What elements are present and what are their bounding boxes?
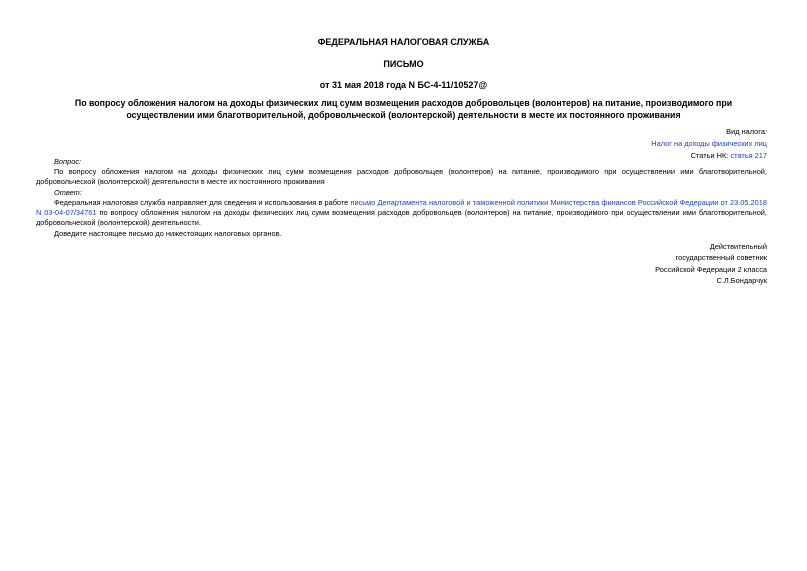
question-text: По вопросу обложения налогом на доходы физических лиц сумм возмещения расходов добровольцев (волонтеров) на питание, производимого при осуществлении ими благотворительной, добровольческой (волонтерской) деятельности в месте их постоянного проживания bbox=[36, 167, 767, 187]
organization-heading: ФЕДЕРАЛЬНАЯ НАЛОГОВАЯ СЛУЖБА bbox=[317, 37, 490, 47]
document-type-heading: ПИСЬМО bbox=[383, 59, 424, 69]
answer-text-after: по вопросу обложения налогом на доходы физических лиц сумм возмещения расходов добровольцев (волонтеров) на питание, производимого при осуществлении ими благотворительной, добровольческой (волонтерской) деятельности. bbox=[36, 208, 767, 228]
tax-type-link[interactable]: Налог на доходы физических лиц bbox=[651, 138, 767, 148]
document-date-number: от 31 мая 2018 года N БС-4-11/10527@ bbox=[319, 80, 488, 90]
tax-type-label: Вид налога: bbox=[726, 127, 767, 136]
answer-closing: Доведите настоящее письмо до нижестоящих налоговых органов. bbox=[54, 228, 282, 238]
question-label: Вопрос: bbox=[54, 157, 82, 166]
signature-line-1: Действительный bbox=[709, 242, 767, 251]
document-body bbox=[36, 157, 767, 239]
signature-line-2: государственный советник bbox=[675, 253, 767, 263]
document-title: По вопросу обложения налогом на доходы физических лиц сумм возмещения расходов добровольцев (волонтеров) на питание, производимого при осуществлении ими благотворительной, добровольческой (волонтерской) деятельности в месте их постоянного проживания bbox=[74, 98, 733, 120]
signature-line-3: Российской Федерации 2 класса bbox=[655, 264, 767, 274]
answer-paragraph bbox=[36, 198, 767, 229]
tax-article-link[interactable]: статья 217 bbox=[730, 150, 767, 160]
answer-label: Ответ: bbox=[54, 187, 82, 197]
signatory-name: С.Л.Бондарчук bbox=[716, 276, 767, 286]
ministry-letter-link[interactable]: письмо Департамента налоговой и таможенной политики Министерства финансов Российской Федерации от 23.05.2018 N 03-04-07/34761 bbox=[36, 197, 767, 218]
signature-block bbox=[655, 241, 767, 287]
answer-text-before: Федеральная налоговая служба направляет для сведения и использования в работе bbox=[54, 197, 351, 207]
tax-articles-prefix: Статьи НК: bbox=[690, 150, 729, 160]
